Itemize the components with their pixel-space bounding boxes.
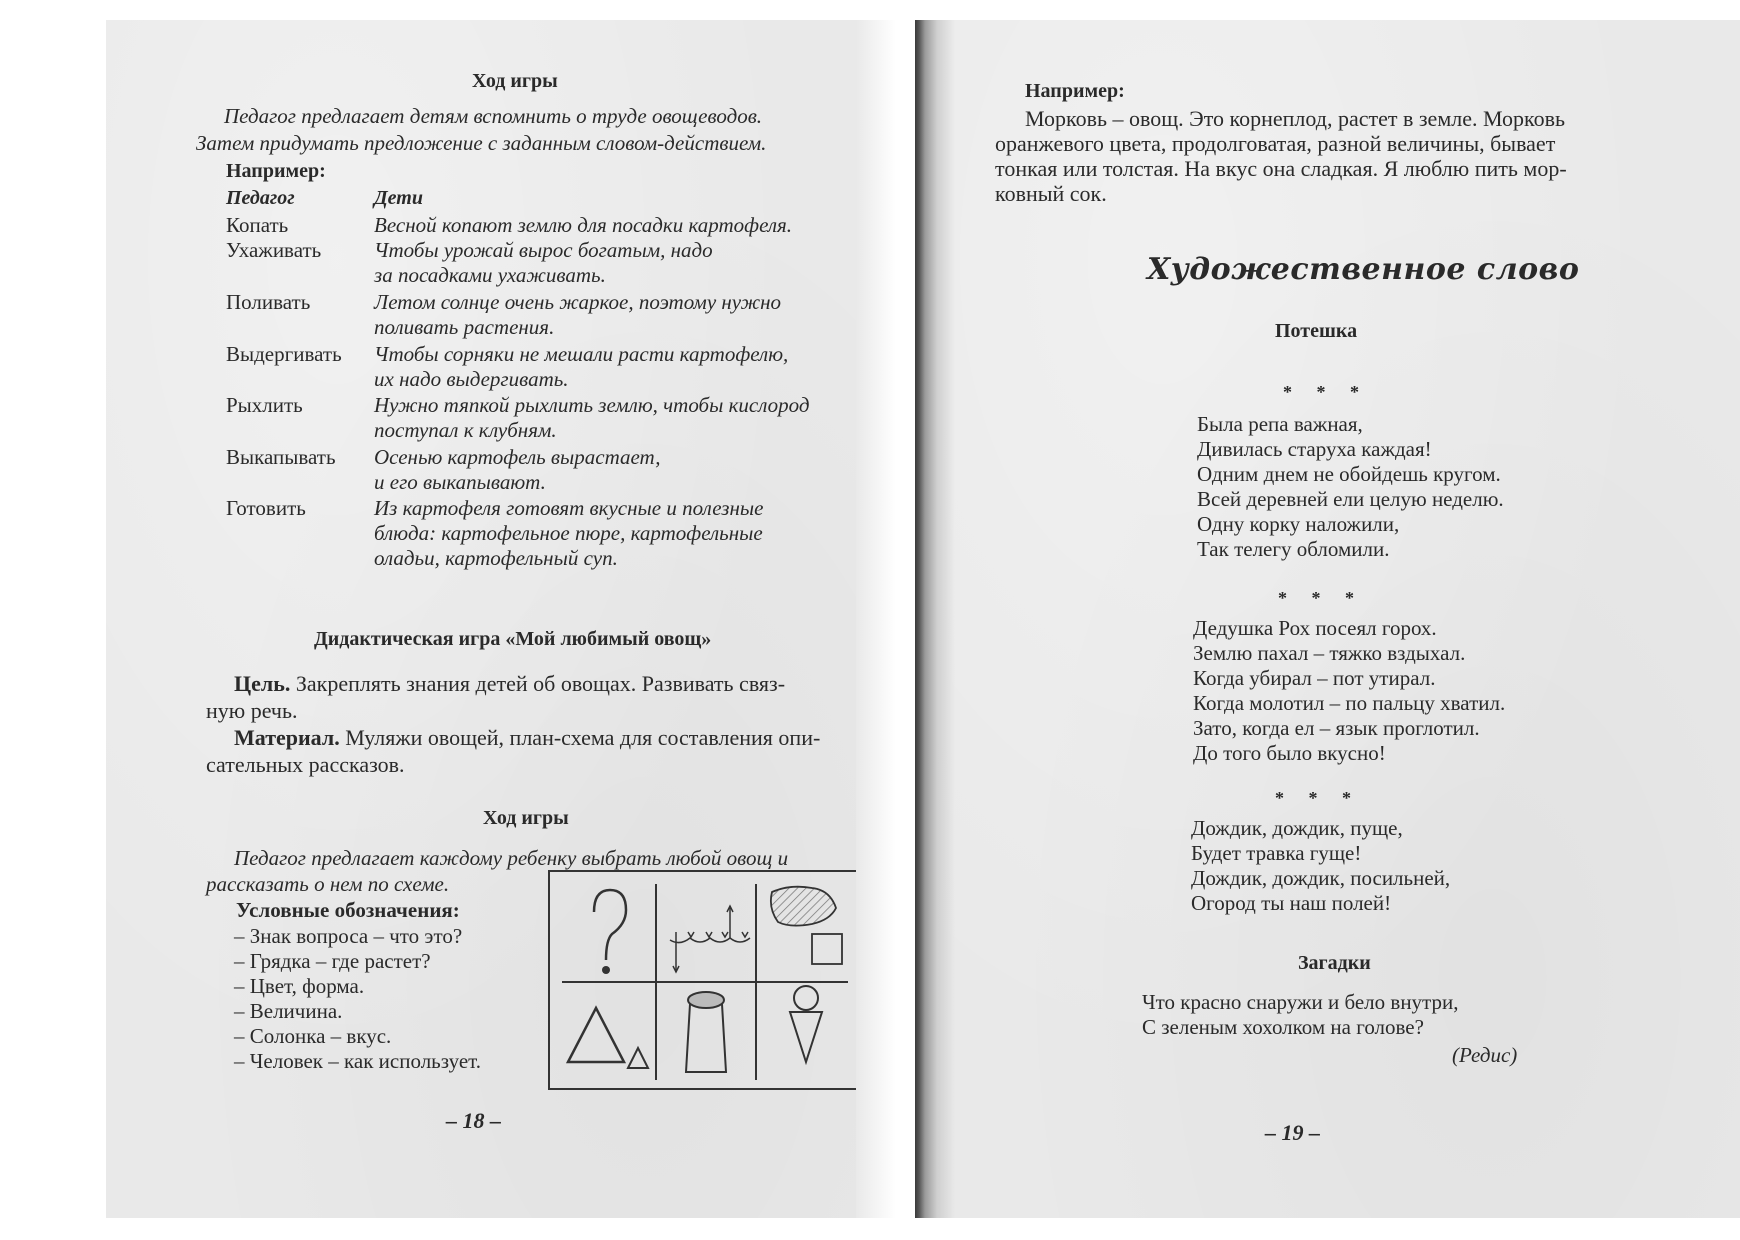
poem-line: До того было вкусно!	[1193, 741, 1386, 765]
material-text: Муляжи овощей, план-схема для составления опи-	[345, 725, 821, 750]
sentence-line: их надо выдергивать.	[374, 367, 569, 391]
riddles-title: Загадки	[1298, 952, 1371, 974]
poem-line: Была репа важная,	[1197, 412, 1363, 436]
right-page	[915, 20, 1740, 1218]
poem-line: Будет травка гуще!	[1191, 841, 1362, 865]
sentence-line: и его выкапывают.	[374, 470, 546, 494]
left-page	[106, 20, 876, 1218]
page-number: – 18 –	[446, 1108, 501, 1133]
verb-cell: Поливать	[226, 290, 311, 314]
column-header-teacher: Педагог	[226, 187, 295, 209]
material-paragraph	[234, 725, 820, 750]
intro-text: Педагог предлагает детям вспомнить о труде овощеводов.	[224, 104, 763, 128]
poem-line: Огород ты наш полей!	[1191, 891, 1392, 915]
sentence-line: Чтобы сорняки не мешали расти картофелю,	[374, 342, 789, 366]
sentence-line: Весной копают землю для посадки картофеля.	[374, 213, 793, 237]
legend-title: Условные обозначения:	[236, 898, 460, 922]
goal-paragraph	[234, 671, 785, 696]
legend-item: – Цвет, форма.	[234, 974, 365, 998]
plan-scheme	[548, 870, 858, 1090]
poem-line: Всей деревней ели целую неделю.	[1197, 487, 1504, 511]
verb-cell: Выкапывать	[226, 445, 336, 469]
legend-item: – Знак вопроса – что это?	[234, 924, 463, 948]
example-label: Например:	[226, 160, 326, 182]
game-title: Дидактическая игра «Мой любимый овощ»	[314, 628, 712, 650]
sentence-line: за посадками ухаживать.	[374, 263, 606, 287]
intro-text: Педагог предлагает каждому ребенку выбрать любой овощ и	[234, 846, 789, 870]
section-heading: Ход игры	[483, 807, 569, 829]
material-text-cont: сательных рассказов.	[206, 752, 405, 777]
sentence-line: оладьи, картофельный суп.	[374, 546, 618, 570]
goal-label: Цель.	[234, 671, 291, 696]
poem	[1197, 412, 1504, 562]
riddle-answer: (Редис)	[1452, 1043, 1518, 1067]
person-icon	[790, 986, 822, 1062]
poem-line: Землю пахал – тяжко вздыхал.	[1193, 641, 1466, 665]
section-title: Художественное слово	[1147, 252, 1580, 287]
legend-item: – Человек – как использует.	[234, 1049, 481, 1073]
sentence-line: Из картофеля готовят вкусные и полезные	[374, 496, 764, 520]
question-mark-icon	[594, 890, 626, 974]
size-triangles-icon	[568, 1008, 648, 1068]
material-label: Материал.	[234, 725, 340, 750]
verb-cell: Рыхлить	[226, 393, 303, 417]
poem-line: Дождик, дождик, посильней,	[1191, 866, 1451, 890]
garden-bed-icon	[670, 906, 750, 972]
book-gutter	[915, 20, 955, 1218]
sentence-line: Осенью картофель вырастает,	[374, 445, 661, 469]
riddle-line: С зеленым хохолком на голове?	[1142, 1015, 1424, 1039]
legend-item: – Величина.	[234, 999, 343, 1023]
poem-line: Одним днем не обойдешь кругом.	[1197, 462, 1501, 486]
legend-item: – Грядка – где растет?	[234, 949, 431, 973]
sentence-line: Чтобы урожай вырос богатым, надо	[374, 238, 713, 262]
section-heading: Ход игры	[472, 70, 558, 92]
example-label: Например:	[1025, 80, 1125, 102]
example-text: Морковь – овощ. Это корнеплод, растет в земле. Морковь	[1025, 106, 1565, 131]
poem-line: Дедушка Рох посеял горох.	[1193, 616, 1437, 640]
poem-line: Одну корку наложили,	[1197, 512, 1400, 536]
poem	[1193, 616, 1505, 766]
sentence-line: блюда: картофельное пюре, картофельные	[374, 521, 763, 545]
example-text: ковный сок.	[995, 181, 1107, 206]
verb-cell: Выдергивать	[226, 342, 342, 366]
stars-separator: * * *	[1283, 382, 1369, 402]
verb-cell: Готовить	[226, 496, 306, 520]
sentence-line: поливать растения.	[374, 315, 555, 339]
verb-cell: Копать	[226, 213, 289, 237]
poem-line: Дождик, дождик, пуще,	[1191, 816, 1403, 840]
stars-separator: * * *	[1275, 788, 1361, 808]
goal-text: Закреплять знания детей об овощах. Развивать связ-	[295, 671, 786, 696]
goal-text-cont: ную речь.	[206, 698, 298, 723]
poteshka-title: Потешка	[1275, 320, 1358, 342]
page-number: – 19 –	[1265, 1120, 1320, 1145]
sentence-line: Нужно тяпкой рыхлить землю, чтобы кислород	[374, 393, 810, 417]
poem-line: Зато, когда ел – язык проглотил.	[1193, 716, 1480, 740]
poem-line: Когда молотил – по пальцу хватил.	[1193, 691, 1506, 715]
intro-text: рассказать о нем по схеме.	[206, 872, 450, 896]
color-shape-icon	[771, 887, 842, 964]
verb-cell: Ухаживать	[226, 238, 322, 262]
riddle-line: Что красно снаружи и бело внутри,	[1142, 990, 1459, 1014]
poem-line: Когда убирал – пот утирал.	[1193, 666, 1436, 690]
column-header-children: Дети	[374, 187, 423, 209]
salt-shaker-icon	[686, 992, 726, 1072]
sentence-line: Летом солнце очень жаркое, поэтому нужно	[374, 290, 782, 314]
legend-list	[234, 924, 481, 1074]
poem	[1191, 816, 1450, 916]
legend-item: – Солонка – вкус.	[234, 1024, 392, 1048]
poem-line: Дивилась старуха каждая!	[1197, 437, 1432, 461]
sentence-line: поступал к клубням.	[374, 418, 557, 442]
poem-line: Так телегу обломили.	[1197, 537, 1390, 561]
example-text: оранжевого цвета, продолговатая, разной величины, бывает	[995, 131, 1556, 156]
example-text: тонкая или толстая. На вкус она сладкая. Я люблю пить мор-	[995, 156, 1567, 181]
stars-separator: * * *	[1278, 588, 1364, 608]
intro-text: Затем придумать предложение с заданным словом-действием.	[196, 131, 767, 155]
